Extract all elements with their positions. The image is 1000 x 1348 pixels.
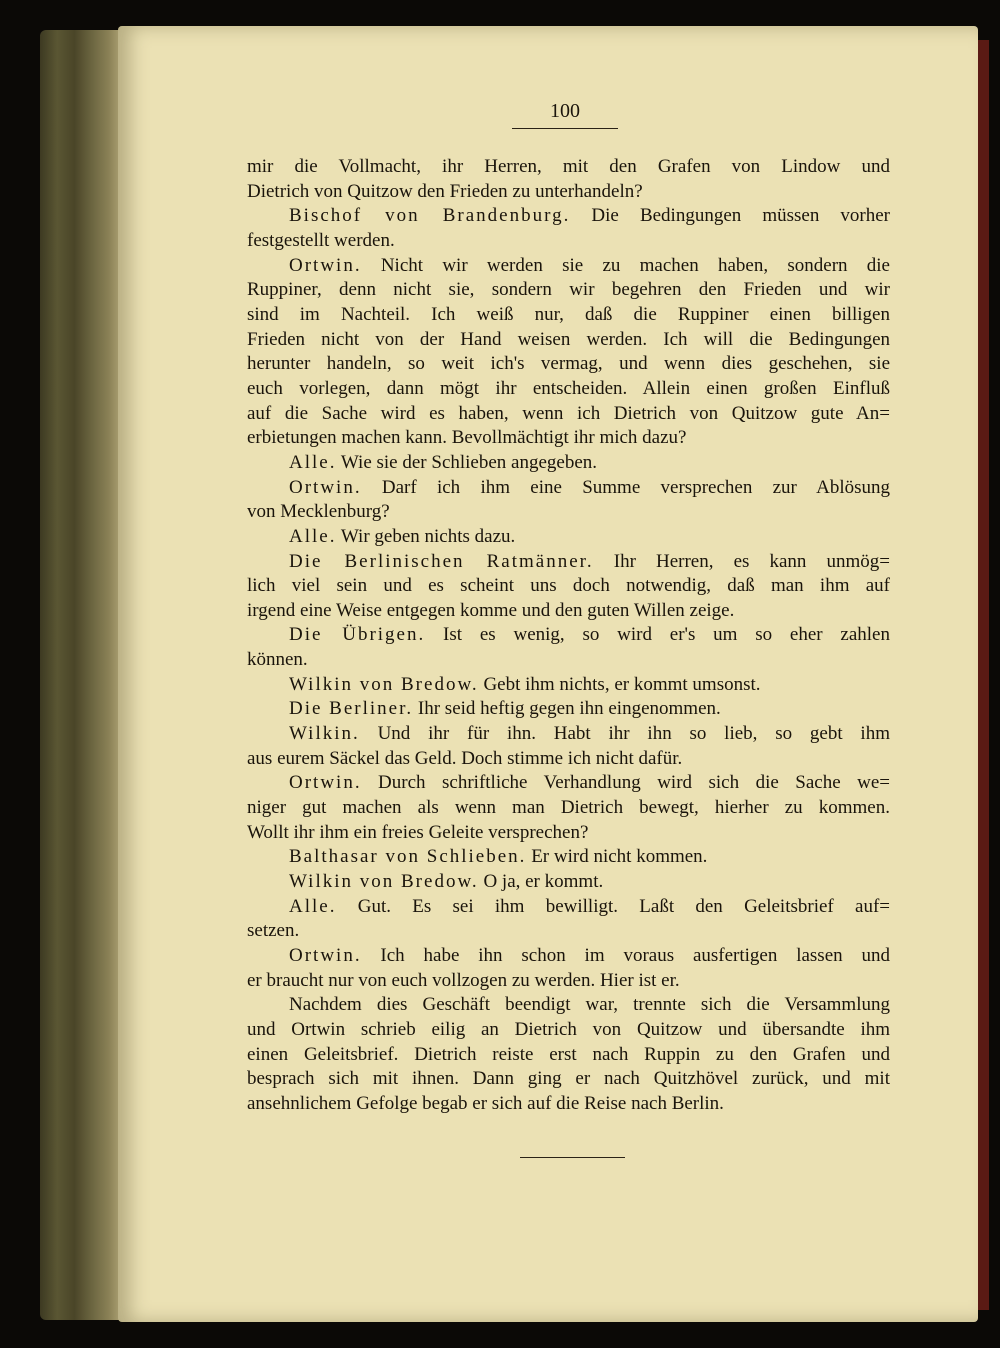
speaker-name: Ortwin. — [289, 254, 362, 276]
line-text: Ihr seid heftig gegen ihn eingenommen. — [413, 698, 721, 720]
book-page-edges — [40, 30, 126, 1320]
line-text: herunter handeln, so weit ich's vermag, und wenn dies geschehen, sie — [247, 353, 890, 375]
line-text: einen Geleitsbrief. Dietrich reiste erst nach Ruppin zu den Grafen und — [247, 1043, 890, 1065]
text-line — [247, 1067, 890, 1092]
speaker-name: Die Berlinischen Ratmänner. — [289, 550, 594, 572]
text-line — [247, 451, 890, 476]
line-text: aus eurem Säckel das Geld. Doch stimme ich nicht dafür. — [247, 747, 683, 769]
line-text: Nicht wir werden sie zu machen haben, sondern die — [361, 254, 890, 276]
line-text: Er wird nicht kommen. — [526, 846, 708, 868]
line-text: er braucht nur von euch vollzogen zu werden. Hier ist er. — [247, 969, 680, 991]
text-line — [247, 1018, 890, 1043]
line-text: Gebt ihm nichts, er kommt umsonst. — [478, 673, 761, 695]
line-text: Darf ich ihm eine Summe versprechen zur Ablösung — [361, 476, 890, 498]
line-text: Ihr Herren, es kann unmög= — [593, 550, 890, 572]
line-text: ansehnlichem Gefolge begab er sich auf die Reise nach Berlin. — [247, 1092, 724, 1114]
text-line — [247, 525, 890, 550]
text-line — [247, 722, 890, 747]
speaker-name: Balthasar von Schlieben. — [289, 846, 527, 868]
line-text: auf die Sache wird es haben, wenn ich Dietrich von Quitzow gute An= — [247, 402, 890, 424]
text-line — [247, 623, 890, 648]
page-number: 100 — [550, 100, 580, 122]
speaker-name: Alle. — [289, 895, 337, 917]
text-line — [247, 229, 890, 254]
text-line — [247, 426, 890, 451]
body-text — [247, 155, 890, 1117]
speaker-name: Alle. — [289, 525, 337, 547]
text-line — [247, 402, 890, 427]
end-rule — [520, 1157, 625, 1158]
text-line — [247, 500, 890, 525]
text-line — [247, 352, 890, 377]
speaker-name: Wilkin. — [289, 723, 360, 745]
text-line — [247, 697, 890, 722]
line-text: mir die Vollmacht, ihr Herren, mit den Grafen von Lindow und — [247, 156, 890, 177]
line-text: erbietungen machen kann. Bevollmächtigt ihr mich dazu? — [247, 427, 687, 449]
text-line — [247, 747, 890, 772]
text-line — [247, 993, 890, 1018]
line-text: Ruppiner, denn nicht sie, sondern wir begehren den Frieden und wir — [247, 279, 890, 301]
text-line — [247, 574, 890, 599]
line-text: Wir geben nichts dazu. — [336, 525, 516, 547]
speaker-name: Ortwin. — [289, 476, 362, 498]
text-line — [247, 328, 890, 353]
line-text: Wollt ihr ihm ein freies Geleite versprechen? — [247, 821, 589, 843]
line-text: Dietrich von Quitzow den Frieden zu unterhandeln? — [247, 180, 643, 202]
text-line — [247, 254, 890, 279]
text-line — [247, 944, 890, 969]
line-text: euch vorlegen, dann mögt ihr entscheiden. Allein einen großen Einfluß — [247, 377, 890, 399]
text-line — [247, 919, 890, 944]
text-line — [247, 771, 890, 796]
line-text: und Ortwin schrieb eilig an Dietrich von Quitzow und übersandte ihm — [247, 1018, 890, 1040]
line-text: irgend eine Weise entgegen komme und den guten Willen zeige. — [247, 599, 735, 621]
line-text: können. — [247, 649, 308, 671]
text-line — [247, 476, 890, 501]
header-rule — [512, 128, 618, 129]
speaker-name: Ortwin. — [289, 772, 362, 794]
line-text: festgestellt werden. — [247, 229, 395, 251]
text-line — [247, 673, 890, 698]
line-text: Frieden nicht von der Hand weisen werden. Ich will die Bedingungen — [247, 328, 890, 350]
line-text: Ist es wenig, so wird er's um so eher zahlen — [425, 624, 890, 646]
text-line — [247, 895, 890, 920]
speaker-name: Ortwin. — [289, 945, 362, 966]
text-line — [247, 1043, 890, 1068]
line-text: lich viel sein und es scheint uns doch notwendig, daß man ihm auf — [247, 575, 890, 597]
line-text: Nachdem dies Geschäft beendigt war, trennte sich die Versammlung — [289, 994, 890, 1016]
line-text: niger gut machen als wenn man Dietrich bewegt, hierher zu kommen. — [247, 797, 890, 819]
text-line — [247, 845, 890, 870]
text-line — [247, 204, 890, 229]
speaker-name: Bischof von Brandenburg. — [289, 205, 571, 227]
text-line — [247, 180, 890, 205]
text-line — [247, 821, 890, 846]
speaker-name: Wilkin von Bredow. — [289, 871, 479, 893]
speaker-name: Die Übrigen. — [289, 624, 426, 646]
line-text: von Mecklenburg? — [247, 501, 390, 523]
line-text: Die Bedingungen müssen vorher — [570, 205, 890, 227]
text-line — [247, 969, 890, 994]
text-line — [247, 599, 890, 624]
text-line — [247, 796, 890, 821]
speaker-name: Wilkin von Bredow. — [289, 673, 479, 695]
line-text: O ja, er kommt. — [478, 871, 604, 893]
text-line — [247, 155, 890, 180]
text-line — [247, 1092, 890, 1117]
line-text: Gut. Es sei ihm bewilligt. Laßt den Geleitsbrief auf= — [336, 895, 890, 917]
line-text: besprach sich mit ihnen. Dann ging er nach Quitzhövel zurück, und mit — [247, 1068, 890, 1090]
line-text: Wie sie der Schlieben angegeben. — [336, 451, 598, 473]
speaker-name: Alle. — [289, 451, 337, 473]
text-line — [247, 870, 890, 895]
line-text: setzen. — [247, 920, 300, 942]
text-line — [247, 377, 890, 402]
line-text: Ich habe ihn schon im voraus ausfertigen lassen und — [361, 945, 890, 966]
line-text: sind im Nachteil. Ich weiß nur, daß die Ruppiner einen billigen — [247, 303, 890, 325]
line-text: Durch schriftliche Verhandlung wird sich die Sache we= — [361, 772, 890, 794]
text-line — [247, 648, 890, 673]
text-line — [247, 550, 890, 575]
text-line — [247, 303, 890, 328]
speaker-name: Die Berliner. — [289, 698, 414, 720]
text-line — [247, 278, 890, 303]
line-text: Und ihr für ihn. Habt ihr ihn so lieb, so gebt ihm — [359, 723, 890, 745]
